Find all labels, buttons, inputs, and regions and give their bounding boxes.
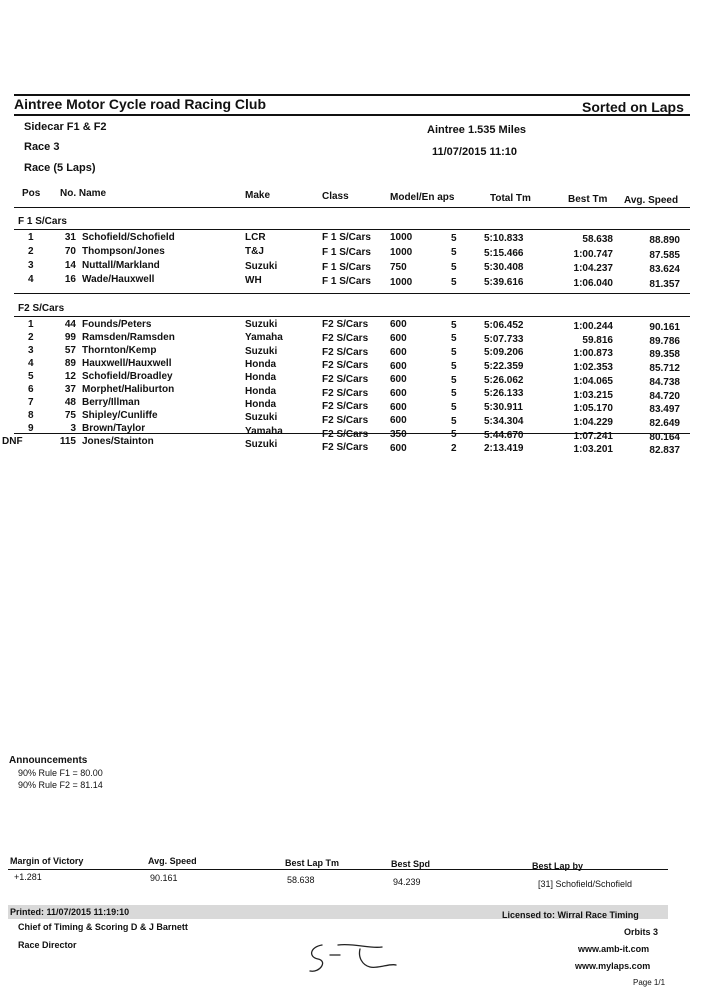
class: F2 S/Cars	[322, 415, 369, 426]
model: 600	[390, 346, 407, 358]
make: Suzuki	[245, 439, 278, 451]
rider-number: 89	[64, 358, 76, 369]
class: F2 S/Cars	[322, 373, 369, 385]
total-time: 5:07.733	[484, 333, 524, 345]
group-f1-label: F 1 S/Cars	[18, 216, 67, 227]
position: 1	[28, 319, 34, 330]
rider-number: 16	[64, 274, 76, 285]
col-best: Best Tm	[568, 194, 608, 205]
laps: 5	[451, 276, 457, 288]
chief-of-timing: Chief of Timing & Scoring D & J Barnett	[18, 922, 188, 932]
total-time: 5:15.466	[484, 247, 524, 259]
result-row	[0, 384, 707, 402]
model: 600	[390, 387, 407, 399]
total-time: 5:06.452	[484, 319, 524, 331]
laps: 5	[451, 347, 457, 359]
position: 3	[28, 345, 34, 356]
rider-names: Founds/Peters	[82, 319, 152, 330]
rider-names: Thompson/Jones	[82, 246, 165, 257]
avg-speed: 82.649	[649, 417, 680, 429]
rider-number: 48	[64, 397, 76, 408]
result-row	[0, 232, 707, 245]
laps: 5	[451, 333, 457, 345]
summary-avg-value: 90.161	[150, 873, 178, 883]
rider-names: Shipley/Cunliffe	[82, 410, 158, 421]
class: F 1 S/Cars	[322, 276, 371, 288]
class: F2 S/Cars	[322, 401, 369, 413]
laps: 5	[451, 232, 457, 244]
class: F2 S/Cars	[322, 346, 369, 358]
rider-number: 57	[64, 345, 76, 356]
total-time: 5:10.833	[484, 232, 524, 244]
best-time: 59.816	[582, 334, 613, 346]
printed-timestamp: Printed: 11/07/2015 11:19:10	[10, 907, 130, 917]
best-time: 1:02.353	[573, 362, 613, 374]
licensed-to: Licensed to: Wirral Race Timing	[502, 910, 639, 920]
total-time: 5:34.304	[484, 415, 524, 427]
class: F2 S/Cars	[322, 428, 369, 440]
class: F 1 S/Cars	[322, 246, 371, 258]
total-time: 5:39.616	[484, 277, 524, 289]
make: LCR	[245, 232, 266, 243]
position: DNF	[2, 436, 23, 447]
rider-names: Morphet/Haliburton	[82, 384, 175, 395]
position: 5	[28, 371, 34, 382]
event-name: Sidecar F1 & F2	[24, 121, 107, 133]
class: F2 S/Cars	[322, 442, 369, 454]
rider-names: Schofield/Broadley	[82, 371, 173, 382]
position: 4	[28, 358, 34, 369]
class: F2 S/Cars	[322, 387, 369, 399]
announcements-title: Announcements	[9, 755, 88, 766]
model: 1000	[390, 247, 413, 259]
rider-number: 31	[64, 232, 76, 243]
rider-names: Jones/Stainton	[82, 436, 154, 447]
position: 2	[28, 332, 34, 343]
make: Honda	[245, 359, 277, 371]
result-row	[0, 345, 707, 361]
make: Suzuki	[245, 412, 278, 424]
margin-value: +1.281	[14, 872, 42, 882]
page-number: Page 1/1	[633, 978, 666, 987]
laps: 5	[451, 319, 457, 331]
avg-speed: 88.890	[649, 235, 680, 246]
best-time: 1:03.215	[573, 389, 613, 401]
best-spd-label: Best Spd	[391, 859, 431, 869]
avg-speed: 89.786	[649, 335, 680, 347]
col-avg: Avg. Speed	[624, 195, 679, 206]
position: 9	[28, 423, 34, 434]
club-title: Aintree Motor Cycle road Racing Club	[14, 96, 267, 112]
laps: 5	[451, 388, 457, 400]
col-make: Make	[245, 190, 271, 201]
model: 350	[390, 429, 407, 441]
make: Honda	[245, 385, 277, 397]
make: Suzuki	[245, 345, 278, 357]
col-no-name: No. Name	[60, 188, 107, 199]
best-time: 1:00.873	[573, 348, 613, 360]
model: 600	[390, 442, 407, 454]
rider-number: 12	[64, 371, 76, 382]
position: 4	[28, 274, 34, 285]
f2-finisher-rule	[14, 433, 690, 434]
race-number: Race 3	[24, 141, 60, 153]
model: 600	[390, 360, 407, 372]
best-time: 1:04.065	[573, 375, 613, 387]
rider-number: 115	[59, 436, 76, 447]
rider-names: Wade/Hauxwell	[82, 274, 155, 285]
summary-avg-label: Avg. Speed	[148, 856, 197, 866]
rider-names: Thornton/Kemp	[82, 345, 157, 356]
best-lap-label: Best Lap Tm	[285, 858, 340, 868]
group-f2-label: F2 S/Cars	[18, 303, 65, 314]
result-row	[0, 371, 707, 388]
laps: 2	[451, 443, 457, 455]
model: 750	[390, 261, 407, 273]
total-time: 5:26.062	[484, 374, 524, 386]
position: 2	[28, 246, 34, 257]
col-pos: Pos	[22, 188, 41, 199]
total-time: 5:44.670	[484, 429, 524, 441]
result-row	[0, 260, 707, 276]
model: 600	[390, 415, 407, 427]
avg-speed: 89.358	[649, 349, 680, 361]
result-row	[0, 274, 707, 291]
rider-names: Schofield/Schofield	[82, 232, 175, 243]
site-amb: www.amb-it.com	[578, 944, 650, 954]
make: Suzuki	[245, 260, 278, 272]
model: 600	[390, 401, 407, 413]
make: Yamaha	[245, 425, 283, 437]
laps: 5	[451, 401, 457, 413]
orbits-version: Orbits 3	[624, 927, 659, 937]
class: F 1 S/Cars	[322, 232, 371, 244]
avg-speed: 81.357	[649, 279, 680, 291]
laps: 5	[451, 360, 457, 372]
rider-names: Berry/Illman	[82, 397, 140, 408]
avg-speed: 85.712	[649, 363, 680, 375]
position: 6	[28, 384, 34, 395]
class: F2 S/Cars	[322, 360, 369, 372]
best-time: 1:04.229	[573, 416, 613, 428]
best-time: 1:07.241	[573, 430, 613, 442]
class: F2 S/Cars	[322, 332, 369, 344]
total-time: 2:13.419	[484, 443, 524, 455]
class: F2 S/Cars	[322, 319, 369, 331]
model: 600	[390, 319, 407, 331]
position: 3	[28, 260, 34, 271]
total-time: 5:26.133	[484, 388, 524, 400]
avg-speed: 83.497	[649, 404, 680, 416]
title-underline	[14, 114, 690, 116]
race-datetime: 11/07/2015 11:10	[432, 146, 518, 158]
group-f1-rule	[14, 229, 690, 230]
race-type: Race (5 Laps)	[24, 162, 96, 174]
avg-speed: 87.585	[649, 249, 680, 261]
rider-number: 70	[64, 246, 76, 257]
make: WH	[245, 275, 262, 287]
rider-number: 14	[64, 260, 76, 271]
best-by-value: [31] Schofield/Schofield	[538, 879, 633, 889]
best-time: 1:00.747	[573, 248, 613, 260]
header-rule	[14, 207, 690, 208]
rider-names: Hauxwell/Hauxwell	[82, 358, 172, 369]
circuit-name: Aintree 1.535 Miles	[427, 124, 527, 136]
make: Honda	[245, 399, 277, 411]
result-row	[0, 246, 707, 259]
col-total: Total Tm	[490, 193, 531, 204]
model: 600	[390, 333, 407, 345]
col-model: Model/En aps	[390, 192, 455, 203]
result-row	[0, 436, 707, 457]
rider-number: 75	[64, 410, 76, 421]
summary-rule	[8, 869, 668, 870]
avg-speed: 90.161	[649, 322, 680, 333]
laps: 5	[451, 374, 457, 386]
margin-label: Margin of Victory	[10, 856, 84, 866]
model: 1000	[390, 232, 413, 244]
avg-speed: 82.837	[649, 445, 680, 457]
class: F 1 S/Cars	[322, 261, 371, 273]
announcement-f2: 90% Rule F2 = 81.14	[18, 780, 103, 790]
make: Suzuki	[245, 319, 278, 330]
rider-names: Brown/Taylor	[82, 423, 146, 434]
laps: 5	[451, 247, 457, 259]
best-spd-value: 94.239	[393, 877, 421, 887]
race-director-signature	[300, 935, 400, 985]
best-time: 1:00.244	[573, 321, 613, 332]
sort-label: Sorted on Laps	[582, 99, 684, 115]
make: Honda	[245, 372, 277, 384]
model: 1000	[390, 276, 413, 288]
best-by-label: Best Lap by	[532, 861, 584, 871]
best-time: 1:05.170	[573, 403, 613, 415]
laps: 5	[451, 429, 457, 441]
make: Yamaha	[245, 332, 283, 344]
rider-number: 37	[64, 384, 76, 395]
rider-number: 3	[70, 423, 76, 434]
laps: 5	[451, 262, 457, 274]
site-mylaps: www.mylaps.com	[575, 961, 651, 971]
avg-speed: 80.164	[649, 431, 680, 443]
rider-number: 99	[64, 332, 76, 343]
avg-speed: 84.738	[649, 376, 680, 388]
total-time: 5:09.206	[484, 347, 524, 359]
announcement-f1: 90% Rule F1 = 80.00	[18, 768, 103, 778]
total-time: 5:30.911	[484, 402, 523, 414]
total-time: 5:22.359	[484, 361, 524, 373]
f1-end-rule	[14, 293, 690, 294]
best-time: 1:03.201	[573, 444, 613, 456]
position: 1	[28, 232, 34, 243]
result-row	[0, 319, 707, 332]
avg-speed: 84.720	[649, 390, 680, 402]
rider-names: Ramsden/Ramsden	[82, 332, 175, 343]
group-f2-rule	[14, 316, 690, 317]
total-time: 5:30.408	[484, 262, 524, 274]
result-row	[0, 332, 707, 345]
rider-number: 44	[64, 319, 76, 330]
laps: 5	[451, 415, 457, 427]
rider-names: Nuttall/Markland	[82, 260, 160, 271]
position: 8	[28, 410, 34, 421]
race-director-label: Race Director	[18, 940, 77, 950]
col-class: Class	[322, 191, 349, 202]
avg-speed: 83.624	[649, 264, 680, 276]
result-row	[0, 358, 707, 375]
position: 7	[28, 397, 34, 408]
best-time: 58.638	[582, 234, 613, 245]
best-lap-value: 58.638	[287, 875, 315, 885]
make: T&J	[245, 246, 264, 258]
model: 600	[390, 374, 407, 386]
best-time: 1:04.237	[573, 263, 613, 275]
best-time: 1:06.040	[573, 278, 613, 290]
